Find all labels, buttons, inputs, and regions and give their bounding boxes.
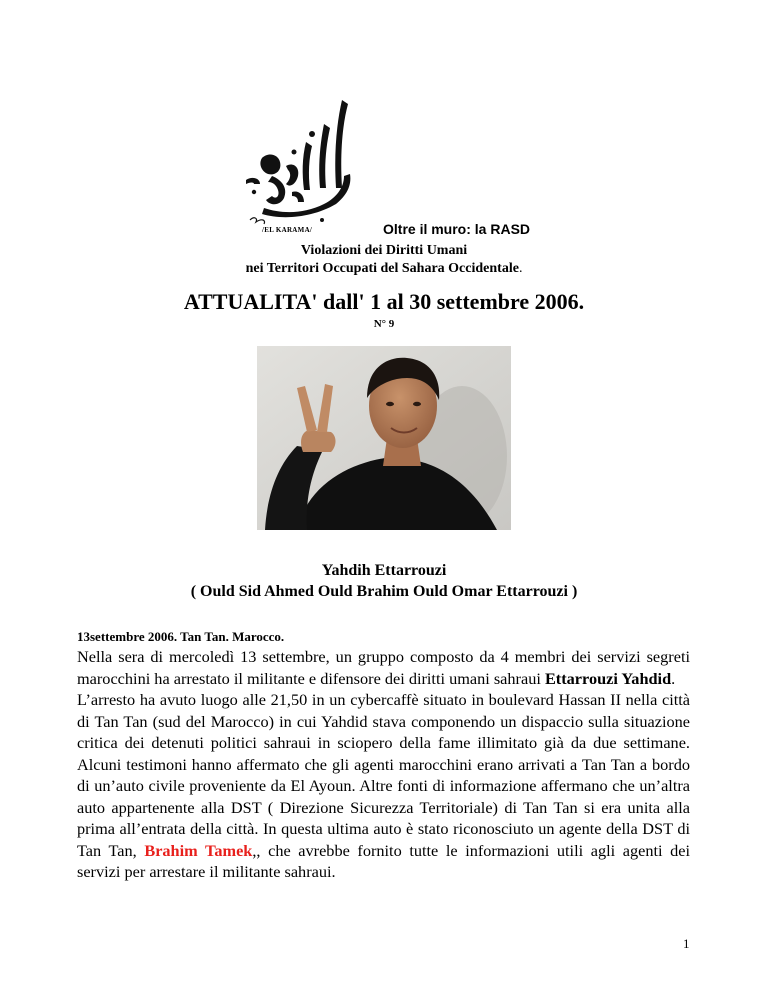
- photo-caption-name: Yahdih Ettarrouzi: [321, 562, 447, 579]
- p1-text: Nella sera di mercoledì 13 settembre, un gruppo composto da 4 membri dei servizi segreti marocchini ha arrestato il militante e difensore dei diritti umani sahraui: [77, 647, 690, 688]
- calligraphy-logo-graphic: [232, 96, 362, 236]
- subtitle-line-2-text: nei Territori Occupati del Sahara Occidentale: [245, 261, 519, 276]
- el-karama-calligraphy-logo: [232, 96, 362, 236]
- issue-number: N° 9: [373, 318, 395, 330]
- article-paragraph-1: [77, 646, 690, 689]
- photo-caption-full-name: ( Ould Sid Ahmed Ould Brahim Ould Omar Ettarrouzi ): [190, 583, 578, 600]
- subtitle-line-2-end: .: [518, 261, 523, 276]
- p1-person-name: Ettarrouzi Yahdid: [544, 668, 672, 688]
- p2-person-name: Brahim Tamek: [144, 840, 253, 860]
- portrait-photo: [257, 346, 511, 530]
- portrait-photo-graphic: [257, 346, 511, 530]
- subtitle-line-2: [0, 261, 768, 277]
- p2-text: L’arresto ha avuto luogo alle 21,50 in un cybercaffè situato in boulevard Hassan II nella città di Tan Tan (sud del Marocco) in cui Yahdid stava componendo un dispaccio sulla situazione critica dei detenuti politici sahraui in sciopero della fame illimitato già da due settimane. Alcuni testimoni hanno affermato che gli agenti marocchini erano arrivati a Tan Tan a bordo di un’auto civile proveniente da El Ayoun. Altre fonti di informazione affermano che un’altra auto appartenente alla DST ( Direzione Sicurezza Territoriale) di Tan Tan si era unita alla prima all’entrata della città. In questa ultima auto è stato riconosciuto un agente della DST di Tan Tan,: [77, 690, 690, 860]
- page-headline: ATTUALITA' dall' 1 al 30 settembre 2006.: [183, 289, 585, 314]
- p1-end: .: [671, 668, 676, 688]
- article-dateline: 13settembre 2006. Tan Tan. Marocco.: [77, 629, 285, 644]
- tagline: Oltre il muro: la RASD: [383, 221, 531, 237]
- logo-latin-text: /EL KARAMA/: [262, 226, 313, 234]
- subtitle-line-1: Violazioni dei Diritti Umani: [300, 243, 468, 258]
- article-body: [77, 646, 690, 883]
- p2-end: ,, che avrebbe fornito tutte le informazioni utili agli agenti dei servizi per arrestare il militante sahraui.: [77, 840, 690, 881]
- page-number: 1: [683, 936, 690, 951]
- article-paragraph-2: [77, 689, 690, 883]
